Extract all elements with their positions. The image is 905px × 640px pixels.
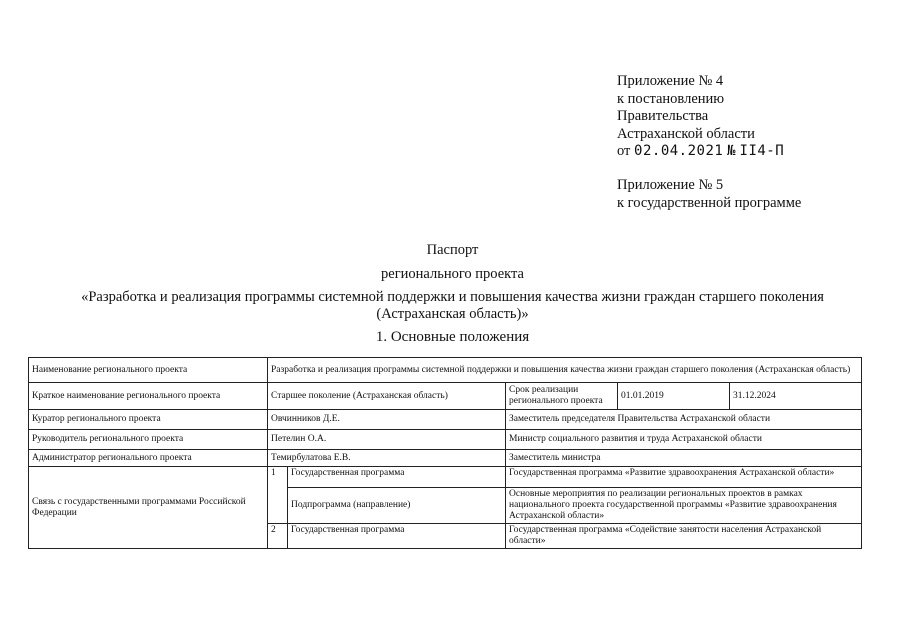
appendix-4-line4: Астраханской области bbox=[617, 125, 755, 142]
decree-number: II4-П bbox=[739, 143, 785, 159]
project-full-title bbox=[0, 289, 905, 323]
curator-name: Овчинников Д.Е. bbox=[268, 410, 506, 430]
date-prefix: от bbox=[617, 143, 631, 159]
appendix-5-title: Приложение № 5 bbox=[617, 177, 724, 193]
project-title-line2: (Астраханская область)» bbox=[376, 306, 529, 322]
link-value: Государственная программа «Развитие здравоохранения Астраханской области» bbox=[506, 467, 862, 488]
appendix-4-block bbox=[617, 73, 784, 161]
curator-label: Куратор регионального проекта bbox=[29, 410, 268, 430]
term-end: 31.12.2024 bbox=[730, 383, 862, 410]
project-name-value: Разработка и реализация программы системной поддержки и повышения качества жизни граждан старшего поколения (Астраханская область) bbox=[268, 358, 862, 383]
head-label: Руководитель регионального проекта bbox=[29, 430, 268, 450]
term-label: Срок реализации регионального проекта bbox=[506, 383, 618, 410]
admin-name: Темирбулатова Е.В. bbox=[268, 450, 506, 467]
table-row bbox=[29, 358, 862, 383]
admin-position: Заместитель министра bbox=[506, 450, 862, 467]
short-name-label: Краткое наименование регионального проекта bbox=[29, 383, 268, 410]
appendix-4-line2: к постановлению bbox=[617, 90, 725, 107]
link-number: 2 bbox=[268, 524, 288, 549]
table-row bbox=[29, 450, 862, 467]
curator-position: Заместитель председателя Правительства Астраханской области bbox=[506, 410, 862, 430]
admin-label: Администратор регионального проекта bbox=[29, 450, 268, 467]
appendix-4-date-line bbox=[617, 143, 784, 161]
appendix-5-block bbox=[617, 177, 801, 212]
document-subtitle: регионального проекта bbox=[381, 266, 524, 282]
link-type: Подпрограмма (направление) bbox=[288, 488, 506, 524]
appendix-4-title: Приложение № 4 bbox=[617, 73, 724, 89]
appendix-5-line2: к государственной программе bbox=[617, 194, 802, 211]
link-value: Государственная программа «Содействие занятости населения Астраханской области» bbox=[506, 524, 862, 549]
link-type: Государственная программа bbox=[288, 524, 506, 549]
document-title: Паспорт bbox=[426, 242, 479, 258]
link-number: 1 bbox=[268, 467, 288, 524]
table-row bbox=[29, 383, 862, 410]
short-name-value: Старшее поколение (Астраханская область) bbox=[268, 383, 506, 410]
number-prefix: № bbox=[726, 143, 736, 159]
link-type: Государственная программа bbox=[288, 467, 506, 488]
decree-date: 02.04.2021 bbox=[634, 143, 724, 159]
table-row bbox=[29, 430, 862, 450]
head-position: Министр социального развития и труда Астраханской области bbox=[506, 430, 862, 450]
appendix-4-line3: Правительства bbox=[617, 108, 709, 124]
term-start: 01.01.2019 bbox=[618, 383, 730, 410]
project-title-line1: «Разработка и реализация программы системной поддержки и повышения качества жизни граждан старшего поколения bbox=[81, 289, 824, 305]
head-name: Петелин О.А. bbox=[268, 430, 506, 450]
table-row bbox=[29, 410, 862, 430]
table-row bbox=[29, 467, 862, 488]
link-label: Связь с государственными программами Российской Федерации bbox=[29, 467, 268, 549]
project-name-label: Наименование регионального проекта bbox=[29, 358, 268, 383]
link-value: Основные мероприятия по реализации региональных проектов в рамках национального проекта государственной программы «Развитие здравоохранения Астраханской области» bbox=[506, 488, 862, 524]
passport-table bbox=[28, 357, 862, 549]
section-heading: 1. Основные положения bbox=[375, 329, 530, 345]
